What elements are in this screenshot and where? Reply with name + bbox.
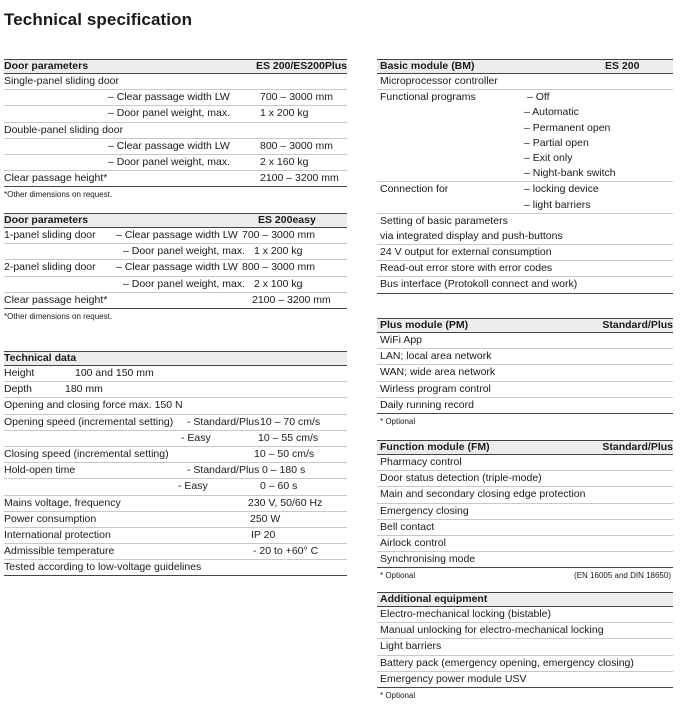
- table-row: – Exit only: [524, 151, 573, 164]
- table-row: 1-panel sliding door – Clear passage width LW 700 – 3000 mm: [4, 228, 347, 244]
- table-row: – Door panel weight, max. 2 x 160 kg: [4, 155, 347, 171]
- table-row: – Automatic: [524, 106, 579, 119]
- table-row: – Permanent open: [524, 121, 611, 134]
- table-header: [4, 59, 347, 74]
- table-row: – Door panel weight, max. 2 x 100 kg: [4, 277, 347, 293]
- table-row: Depth 180 mm: [4, 382, 347, 398]
- table-header: [377, 440, 673, 455]
- table-row: – Clear passage width LW 800 – 3000 mm: [4, 139, 347, 155]
- header-title: Door parameters: [4, 214, 89, 226]
- technical-data-table: [4, 351, 347, 576]
- header-title: Door parameters: [4, 60, 89, 72]
- table-row: Admissible temperature - 20 to +60° C: [4, 544, 347, 560]
- table-row: Electro-mechanical locking (bistable): [377, 607, 673, 623]
- table-row: Manual unlocking for electro-mechanical locking: [377, 623, 673, 639]
- table-row: - Easy 10 – 55 cm/s: [4, 431, 347, 447]
- door-parameters-es200-table: [4, 59, 347, 203]
- header-title: Technical data: [4, 352, 77, 364]
- footnote: *Other dimensions on request.: [4, 311, 113, 321]
- table-row: Microprocessor controller: [377, 74, 673, 90]
- footnote: *Other dimensions on request.: [4, 190, 113, 200]
- function-module-table: [377, 440, 673, 584]
- table-row: Emergency closing: [377, 504, 673, 520]
- table-row: – light barriers: [377, 198, 673, 214]
- table-row: Hold-open time - Standard/Plus 0 – 180 s: [4, 463, 347, 479]
- header-model: ES 200easy: [258, 214, 316, 226]
- table-row: Functional programs – Off: [380, 91, 550, 104]
- table-row: Bell contact: [377, 520, 673, 536]
- table-row: Setting of basic parameters: [380, 214, 508, 227]
- table-row: 24 V output for external consumption: [377, 245, 673, 261]
- table-row: Battery pack (emergency opening, emergency closing): [377, 656, 673, 672]
- footnote: * Optional (EN 16005 and DIN 18650): [380, 571, 671, 581]
- table-row: Synchronising mode: [377, 552, 673, 568]
- table-row: Emergency power module USV: [377, 672, 673, 688]
- header-title: Function module (FM): [380, 441, 490, 453]
- table-row: – Night-bank switch: [377, 166, 673, 182]
- table-row: Read-out error store with error codes: [377, 261, 673, 277]
- table-row: – Door panel weight, max. 1 x 200 kg: [4, 106, 347, 122]
- header-title: Basic module (BM): [380, 60, 475, 72]
- page-title: Technical specification: [4, 10, 193, 29]
- table-row: LAN; local area network: [377, 349, 673, 365]
- additional-equipment-table: [377, 592, 673, 704]
- door-parameters-easy-table: [4, 213, 347, 325]
- header-model: Standard/Plus: [602, 441, 673, 453]
- header-model: Standard/Plus: [602, 319, 673, 331]
- footnote: * Optional: [380, 690, 416, 700]
- table-row: Double-panel sliding door: [4, 123, 347, 139]
- table-row: Height 100 and 150 mm: [4, 366, 347, 382]
- table-row: Tested according to low-voltage guidelines: [4, 560, 347, 576]
- table-row: WAN; wide area network: [377, 365, 673, 381]
- table-row: International protection IP 20: [4, 528, 347, 544]
- footnote: * Optional: [380, 416, 416, 426]
- table-row: – Partial open: [524, 136, 589, 149]
- table-row: Power consumption 250 W: [4, 512, 347, 528]
- table-row: Light barriers: [377, 639, 673, 655]
- header-title: Additional equipment: [380, 593, 488, 605]
- table-row: Closing speed (incremental setting) 10 – 50 cm/s: [4, 447, 347, 463]
- table-row: Single-panel sliding door: [4, 74, 347, 90]
- plus-module-table: [377, 318, 673, 430]
- table-row: Wirless program control: [377, 382, 673, 398]
- table-row: - Easy 0 – 60 s: [4, 479, 347, 495]
- table-row: – Door panel weight, max. 1 x 200 kg: [4, 244, 347, 260]
- basic-module-table: [377, 59, 673, 294]
- table-header: [4, 213, 347, 228]
- table-row: Opening and closing force max. 150 N: [4, 398, 347, 414]
- table-row: Mains voltage, frequency 230 V, 50/60 Hz: [4, 496, 347, 512]
- header-model: ES 200: [605, 60, 640, 72]
- table-header: [377, 592, 673, 607]
- table-row: Connection for – locking device: [380, 183, 599, 196]
- table-row: Pharmacy control: [377, 455, 673, 471]
- table-row: Airlock control: [377, 536, 673, 552]
- table-row: Clear passage height* 2100 – 3200 mm: [4, 293, 347, 309]
- table-row: WiFi App: [377, 333, 673, 349]
- table-row: Door status detection (triple-mode): [377, 471, 673, 487]
- table-row: Opening speed (incremental setting) - Standard/Plus 10 – 70 cm/s: [4, 415, 347, 431]
- table-row: Bus interface (Protokoll connect and work): [377, 277, 673, 293]
- table-header: [377, 318, 673, 333]
- table-row: Daily running record: [377, 398, 673, 414]
- table-row: Main and secondary closing edge protection: [377, 487, 673, 503]
- table-header: [377, 59, 673, 74]
- table-header: [4, 351, 347, 366]
- header-model: ES 200/ES200Plus: [255, 60, 347, 72]
- table-row: 2-panel sliding door – Clear passage width LW 800 – 3000 mm: [4, 260, 347, 276]
- header-title: Plus module (PM): [380, 319, 469, 331]
- table-row: – Clear passage width LW 700 – 3000 mm: [4, 90, 347, 106]
- table-row: via integrated display and push-buttons: [377, 229, 673, 245]
- table-row: Clear passage height* 2100 – 3200 mm: [4, 171, 347, 187]
- standards-note: (EN 16005 and DIN 18650): [574, 571, 671, 581]
